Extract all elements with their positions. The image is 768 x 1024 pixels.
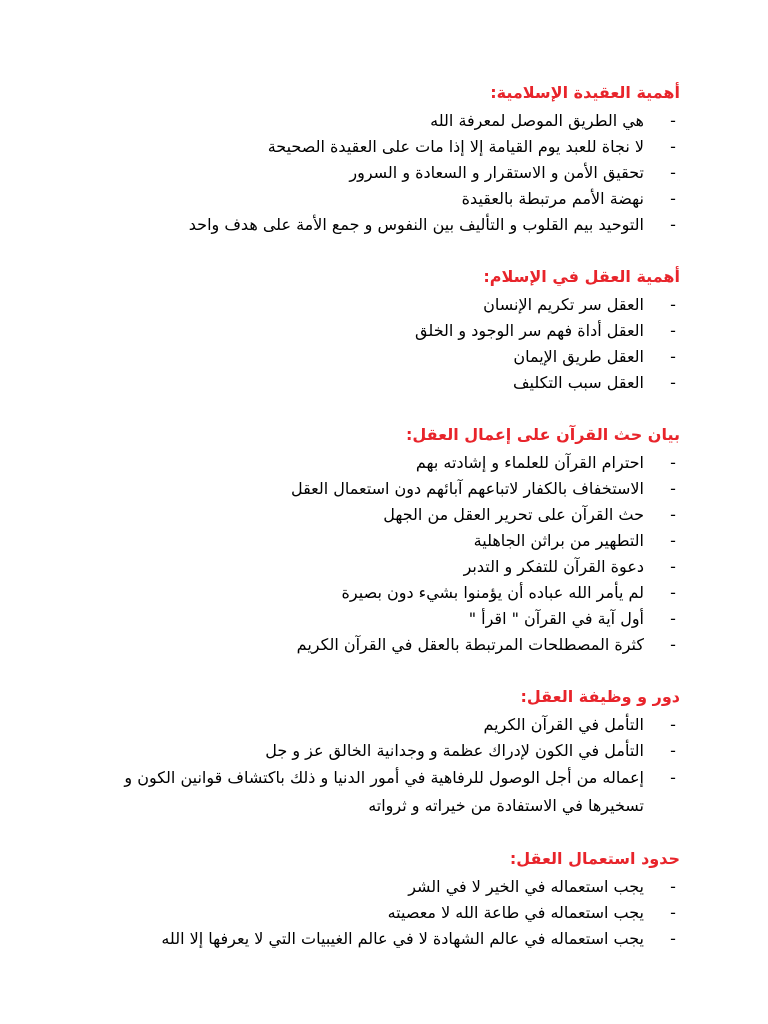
list-item [120, 160, 680, 186]
list-item [120, 926, 680, 952]
dash-bullet: - [670, 635, 676, 654]
list-item-text: أول آية في القرآن " اقرأ " [468, 609, 644, 628]
dash-bullet: - [670, 453, 676, 472]
list-item-text: هي الطريق الموصل لمعرفة الله [430, 111, 644, 130]
section-heading: بيان حث القرآن على إعمال العقل: [405, 425, 680, 444]
list-item [120, 502, 680, 528]
list-item-text: العقل أداة فهم سر الوجود و الخلق [415, 321, 644, 340]
dash-bullet: - [670, 531, 676, 550]
bullet-list [120, 712, 680, 820]
list-item [120, 580, 680, 606]
dash-bullet: - [670, 189, 676, 208]
dash-bullet: - [670, 929, 676, 948]
dash-bullet: - [670, 137, 676, 156]
list-item [120, 318, 680, 344]
section-heading: دور و وظيفة العقل: [520, 687, 680, 706]
dash-bullet: - [670, 373, 676, 392]
dash-bullet: - [670, 609, 676, 628]
dash-bullet: - [670, 715, 676, 734]
list-item [120, 712, 680, 738]
list-item-text: يجب استعماله في عالم الشهادة لا في عالم الغيبيات التي لا يعرفها إلا الله [161, 929, 644, 948]
list-item-text: يجب استعماله في طاعة الله لا معصيته [387, 903, 644, 922]
list-item [120, 450, 680, 476]
list-item-text: لم يأمر الله عباده أن يؤمنوا بشيء دون بصيرة [341, 583, 644, 602]
dash-bullet: - [670, 321, 676, 340]
list-item [120, 632, 680, 658]
section-heading: أهمية العقل في الإسلام: [483, 267, 680, 286]
bullet-list [120, 874, 680, 952]
list-item [120, 344, 680, 370]
list-item-text: دعوة القرآن للتفكر و التدبر [463, 557, 644, 576]
list-item-text: العقل طريق الإيمان [513, 347, 644, 366]
dash-bullet: - [670, 479, 676, 498]
list-item [120, 874, 680, 900]
section-role-of-reason [120, 684, 680, 820]
list-item [120, 186, 680, 212]
list-item-text: التأمل في الكون لإدراك عظمة و وجدانية الخالق عز و جل [265, 741, 644, 760]
list-item [120, 738, 680, 764]
dash-bullet: - [670, 111, 676, 130]
section-reason-importance [120, 264, 680, 396]
list-item [120, 606, 680, 632]
dash-bullet: - [670, 768, 676, 787]
list-item-text: التأمل في القرآن الكريم [483, 715, 644, 734]
section-heading: أهمية العقيدة الإسلامية: [490, 83, 680, 102]
list-item-text: العقل سبب التكليف [512, 373, 644, 392]
dash-bullet: - [670, 347, 676, 366]
list-item-text: الاستخفاف بالكفار لاتباعهم آبائهم دون استعمال العقل [290, 479, 644, 498]
list-item-text: حث القرآن على تحرير العقل من الجهل [383, 505, 644, 524]
dash-bullet: - [670, 583, 676, 602]
section-quran-urging-reason [120, 422, 680, 658]
list-item [120, 292, 680, 318]
list-item-text: كثرة المصطلحات المرتبطة بالعقل في القرآن الكريم [296, 635, 644, 654]
dash-bullet: - [670, 877, 676, 896]
list-item [120, 370, 680, 396]
list-item-text: يجب استعماله في الخير لا في الشر [408, 877, 644, 896]
dash-bullet: - [670, 215, 676, 234]
dash-bullet: - [670, 505, 676, 524]
list-item-text: التوحيد بيم القلوب و التأليف بين النفوس و جمع الأمة على هدف واحد [188, 215, 644, 234]
dash-bullet: - [670, 903, 676, 922]
bullet-list [120, 108, 680, 238]
bullet-list [120, 450, 680, 658]
dash-bullet: - [670, 557, 676, 576]
list-item-text: إعماله من أجل الوصول للرفاهية في أمور الدنيا و ذلك باكتشاف قوانين الكون و تسخيرها في الاستفادة من خيراته و ثرواته [124, 768, 644, 815]
dash-bullet: - [670, 741, 676, 760]
section-heading: حدود استعمال العقل: [509, 849, 680, 868]
list-item-text: العقل سر تكريم الإنسان [483, 295, 644, 314]
list-item [120, 108, 680, 134]
section-limits-of-reason [120, 846, 680, 952]
list-item [120, 764, 680, 820]
list-item [120, 476, 680, 502]
bullet-list [120, 292, 680, 396]
list-item [120, 554, 680, 580]
section-aqeedah-importance [120, 80, 680, 238]
list-item-text: لا نجاة للعبد يوم القيامة إلا إذا مات على العقيدة الصحيحة [267, 137, 644, 156]
dash-bullet: - [670, 295, 676, 314]
list-item-text: نهضة الأمم مرتبطة بالعقيدة [461, 189, 644, 208]
list-item [120, 134, 680, 160]
list-item-text: احترام القرآن للعلماء و إشادته بهم [415, 453, 644, 472]
list-item-text: التطهير من براثن الجاهلية [473, 531, 644, 550]
list-item [120, 212, 680, 238]
dash-bullet: - [670, 163, 676, 182]
list-item-text: تحقيق الأمن و الاستقرار و السعادة و السرور [349, 163, 644, 182]
list-item [120, 528, 680, 554]
list-item [120, 900, 680, 926]
